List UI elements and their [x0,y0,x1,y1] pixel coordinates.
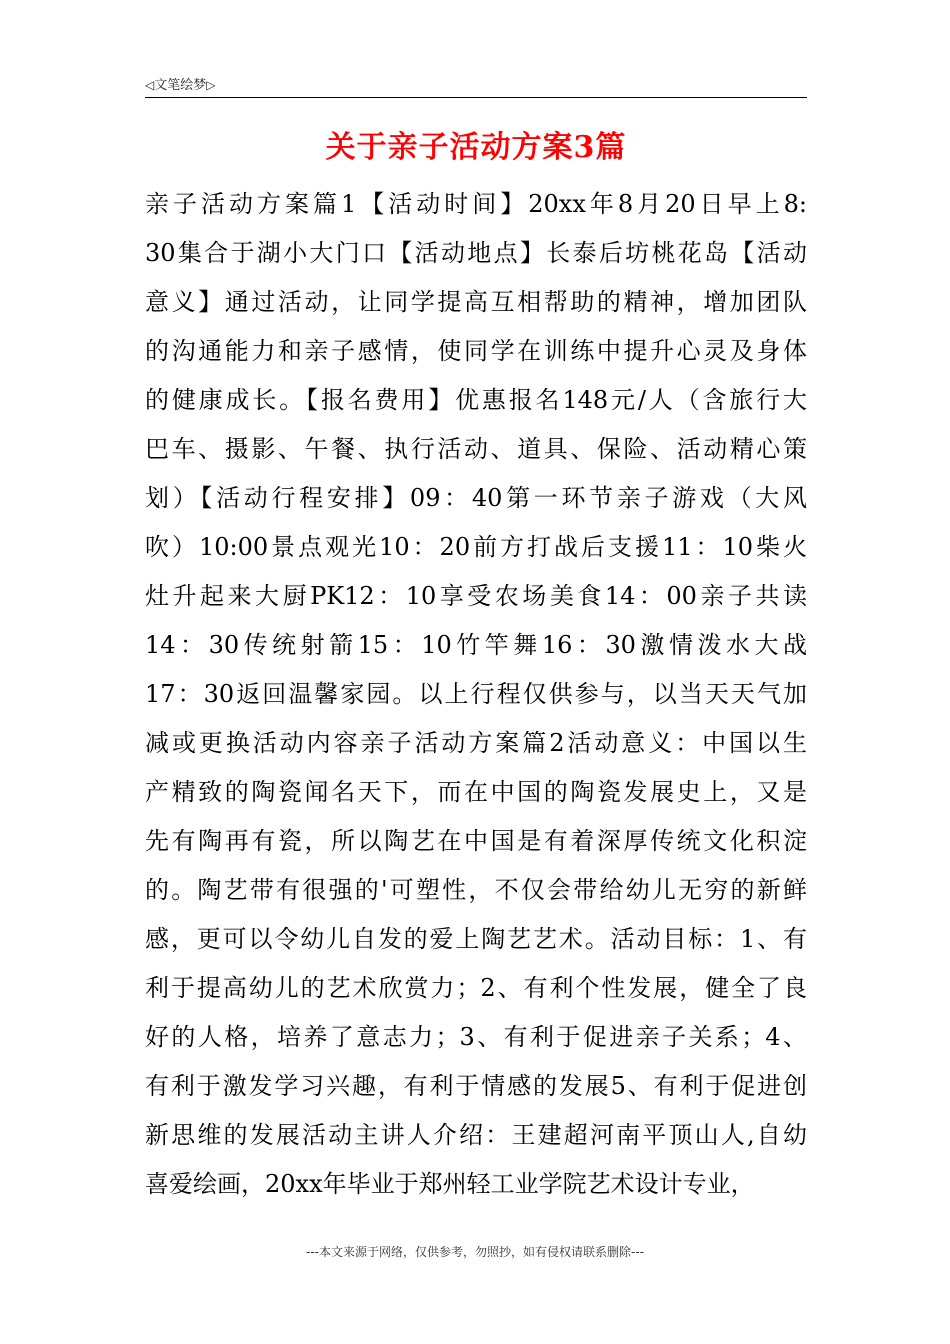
header-brand [145,76,215,95]
body-line: 减或更换活动内容亲子活动方案篇2活动意义：中国以生 [145,729,807,757]
page-header [145,72,807,98]
body-line: 有利于激发学习兴趣，有利于情感的发展5、有利于促进创 [145,1072,807,1100]
body-line: 利于提高幼儿的艺术欣赏力；2、有利个性发展，健全了良 [145,974,807,1002]
body-line: 好的人格，培养了意志力；3、有利于促进亲子关系；4、 [145,1023,807,1051]
body-line: 感，更可以令幼儿自发的爱上陶艺艺术。活动目标：1、有 [145,925,807,953]
body-line: 14：30传统射箭15：10竹竿舞16：30激情泼水大战 [145,631,807,659]
body-line: 的沟通能力和亲子感情，使同学在训练中提升心灵及身体 [145,337,807,365]
body-line: 巴车、摄影、午餐、执行活动、道具、保险、活动精心策 [145,435,807,463]
body-line: 产精致的陶瓷闻名天下，而在中国的陶瓷发展史上，又是 [145,778,807,806]
body-line: 的。陶艺带有很强的'可塑性，不仅会带给幼儿无穷的新鲜 [145,876,807,904]
body-line: 意义】通过活动，让同学提高互相帮助的精神，增加团队 [145,288,807,316]
body-line: 新思维的发展活动主讲人介绍：王建超河南平顶山人,自幼 [145,1121,807,1149]
document-body [145,180,807,1209]
header-brand-text: 文笔绘梦 [154,78,207,93]
body-line: 吹）10:00景点观光10：20前方打战后支援11：10柴火 [145,533,807,561]
body-line: 30集合于湖小大门口【活动地点】长泰后坊桃花岛【活动 [145,239,807,267]
body-line: 灶升起来大厨PK12：10享受农场美食14：00亲子共读 [145,582,807,610]
body-line: 17：30返回温馨家园。以上行程仅供参与，以当天天气加 [145,680,807,708]
document-title: 关于亲子活动方案3篇 [325,130,627,165]
body-line: 喜爱绘画，20xx年毕业于郑州轻工业学院艺术设计专业， [145,1170,755,1198]
body-line: 划）【活动行程安排】09：40第一环节亲子游戏（大风 [145,484,807,512]
right-triangle-icon: ▷ [206,78,216,92]
body-line: 亲子活动方案篇1【活动时间】20xx年8月20日早上8: [145,190,807,218]
body-line: 的健康成长。【报名费用】优惠报名148元/人（含旅行大 [145,386,807,414]
header-divider [145,97,807,98]
body-line: 先有陶再有瓷，所以陶艺在中国是有着深厚传统文化积淀 [145,827,807,855]
page-footer-disclaimer: ---本文来源于网络，仅供参考，勿照抄，如有侵权请联系删除--- [306,1245,644,1259]
left-triangle-icon: ◁ [145,78,155,92]
